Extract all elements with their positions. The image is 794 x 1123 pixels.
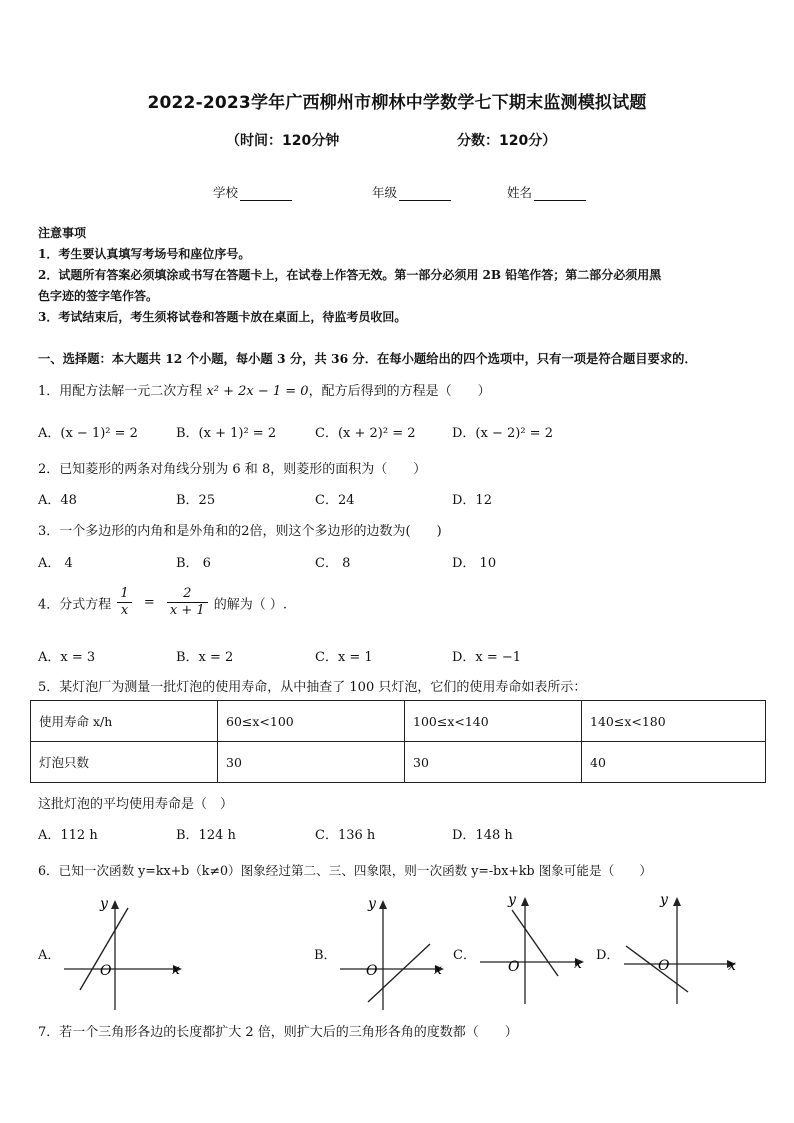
q6-graph-a[interactable]: [60, 892, 190, 1014]
table-cell: 30: [218, 742, 405, 783]
school-blank[interactable]: [240, 188, 292, 201]
grade-label: 年级: [372, 185, 398, 200]
question-1: [38, 380, 491, 399]
q4-lhs-den: x: [120, 603, 129, 619]
origin-label: O: [508, 959, 520, 975]
q5-after: 这批灯泡的平均使用寿命是（ ）: [38, 797, 234, 812]
origin-label: O: [658, 958, 670, 974]
table-cell: 100≤x<140: [405, 701, 582, 742]
x-label: x: [172, 962, 180, 978]
q4-lhs-fraction: [117, 586, 131, 620]
q5-option-c[interactable]: C．136 h: [315, 828, 376, 843]
q6-graph-b[interactable]: [336, 892, 452, 1014]
q1-equation: x² + 2x − 1 = 0: [206, 384, 309, 399]
q3-option-c[interactable]: C． 8: [315, 556, 351, 571]
q4-rhs-den: x + 1: [169, 603, 205, 619]
origin-label: O: [100, 963, 112, 979]
y-label: y: [508, 892, 516, 908]
table-cell: 60≤x<100: [218, 701, 405, 742]
x-label: x: [728, 958, 736, 974]
section-heading: 一、选择题：本大题共 12 个小题，每小题 3 分，共 36 分．在每小题给出的四个选项中，只有一项是符合题目要求的．: [38, 351, 697, 366]
q1-option-a[interactable]: A．(x − 1)² = 2: [38, 426, 138, 441]
table-row: [31, 742, 766, 783]
q2-option-c[interactable]: C．24: [315, 493, 355, 508]
table-cell: 140≤x<180: [582, 701, 766, 742]
q4-equals: =: [143, 595, 155, 611]
name-label: 姓名: [507, 185, 533, 200]
grade-field[interactable]: [372, 183, 451, 201]
q2-option-d[interactable]: D．12: [452, 493, 492, 508]
y-label: y: [660, 892, 668, 908]
q6-option-a-label[interactable]: A．: [38, 948, 61, 963]
q4-option-a[interactable]: A．x = 3: [38, 650, 96, 665]
q1-stem-post: ，配方后得到的方程是（ ）: [308, 384, 491, 399]
q3-option-b[interactable]: B． 6: [176, 556, 211, 571]
q1-option-b[interactable]: B．(x + 1)² = 2: [176, 426, 277, 441]
table-cell: 灯泡只数: [31, 742, 218, 783]
q6-graph-c[interactable]: [476, 886, 592, 1008]
q1-option-c[interactable]: C．(x + 2)² = 2: [315, 426, 416, 441]
q6-option-c-label[interactable]: C．: [453, 948, 476, 963]
y-axis-arrow: [673, 897, 681, 906]
school-field[interactable]: [213, 183, 292, 201]
name-blank[interactable]: [534, 188, 586, 201]
table-cell: 40: [582, 742, 766, 783]
q4-stem-pre: 4．分式方程: [38, 597, 112, 613]
q5-option-b[interactable]: B．124 h: [176, 828, 236, 843]
y-axis-arrow: [521, 897, 529, 906]
function-line: [626, 946, 688, 992]
q1-option-d[interactable]: D．(x − 2)² = 2: [452, 426, 553, 441]
y-label: y: [100, 896, 108, 912]
exam-time: （时间：120分钟: [226, 133, 340, 149]
note-item: 3．考试结束后，考生须将试卷和答题卡放在桌面上，待监考员收回。: [38, 310, 407, 324]
y-axis-arrow: [379, 900, 387, 909]
table-cell: 使用寿命 x/h: [31, 701, 218, 742]
question-4: [38, 586, 287, 620]
note-item: 2．试题所有答案必须填涂或书写在答题卡上，在试卷上作答无效。第一部分必须用 2B 铅笔作答；第二部分必须用黑: [38, 268, 662, 282]
q5-option-a[interactable]: A．112 h: [38, 828, 98, 843]
q4-stem-post: 的解为（ ）.: [213, 597, 288, 613]
origin-label: O: [366, 963, 378, 979]
table-row: [31, 701, 766, 742]
page-title: 2022-2023学年广西柳州市柳林中学数学七下期末监测模拟试题: [147, 93, 647, 113]
x-label: x: [574, 956, 582, 972]
q6-option-b-label[interactable]: B．: [314, 948, 337, 963]
q4-option-c[interactable]: C．x = 1: [315, 650, 373, 665]
name-field[interactable]: [507, 183, 586, 201]
y-axis-arrow: [111, 900, 119, 909]
y-label: y: [368, 896, 376, 912]
q6-graph-d[interactable]: [620, 886, 744, 1008]
notes-heading: 注意事项: [38, 226, 87, 240]
q1-stem-pre: 1．用配方法解一元二次方程: [38, 384, 207, 399]
note-item: 色字迹的签字笔作答。: [38, 289, 159, 303]
q5-option-d[interactable]: D．148 h: [452, 828, 513, 843]
q4-rhs-fraction: [167, 586, 208, 620]
question-3: 3．一个多边形的内角和是外角和的2倍，则这个多边形的边数为( ): [38, 524, 442, 539]
table-cell: 30: [405, 742, 582, 783]
q4-lhs-num: 1: [117, 586, 131, 603]
q3-option-a[interactable]: A． 4: [38, 556, 73, 571]
q2-option-b[interactable]: B．25: [176, 493, 216, 508]
q4-rhs-num: 2: [167, 586, 208, 603]
question-7: 7．若一个三角形各边的长度都扩大 2 倍，则扩大后的三角形各角的度数都（ ）: [38, 1025, 518, 1040]
question-6: 6．已知一次函数 y=kx+b（k≠0）图象经过第二、三、四象限，则一次函数 y=-bx+kb 图象可能是（ ）: [38, 863, 652, 878]
lifetime-table: [30, 700, 766, 783]
q4-option-b[interactable]: B．x = 2: [176, 650, 234, 665]
school-label: 学校: [213, 185, 239, 200]
q3-option-d[interactable]: D． 10: [452, 556, 497, 571]
q6-option-d-label[interactable]: D．: [596, 948, 620, 963]
q2-option-a[interactable]: A．48: [38, 493, 77, 508]
question-2: 2．已知菱形的两条对角线分别为 6 和 8，则菱形的面积为（ ）: [38, 462, 427, 477]
x-label: x: [434, 962, 442, 978]
question-5: 5．某灯泡厂为测量一批灯泡的使用寿命，从中抽查了 100 只灯泡，它们的使用寿命如表所示：: [38, 680, 587, 695]
exam-score: 分数：120分）: [457, 133, 557, 149]
q4-option-d[interactable]: D．x = −1: [452, 650, 522, 665]
grade-blank[interactable]: [399, 188, 451, 201]
note-item: 1．考生要认真填写考场号和座位序号。: [38, 247, 251, 261]
